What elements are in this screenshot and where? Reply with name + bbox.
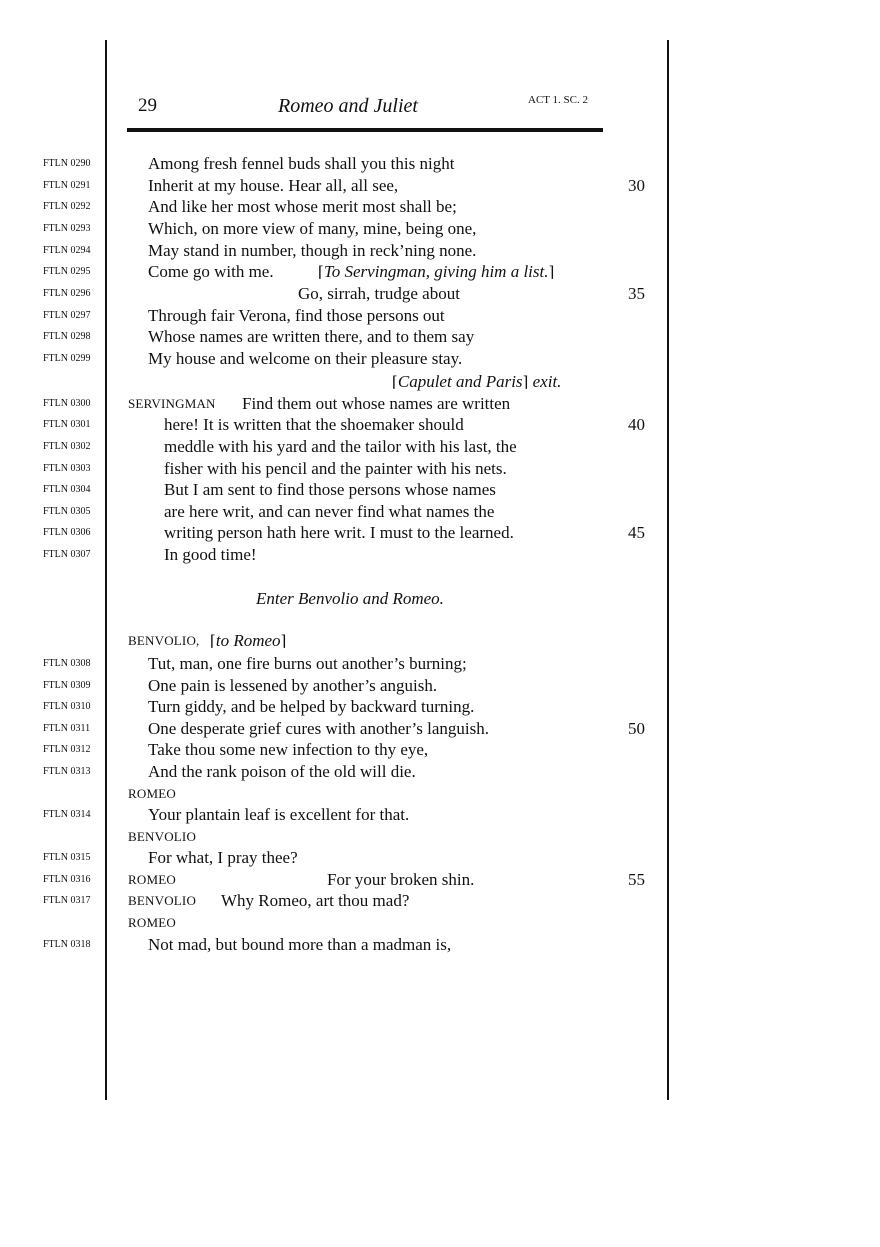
- line-number: 35: [628, 284, 645, 303]
- text-line: [0, 240, 880, 262]
- text-line: [0, 153, 880, 175]
- speaker-name: ROMEO: [128, 786, 176, 801]
- verse-text: Through fair Verona, find those persons out: [148, 306, 445, 325]
- verse-text: May stand in number, though in reck’ning none.: [148, 241, 477, 260]
- ftln-number: FTLN 0310: [43, 701, 91, 712]
- ftln-number: FTLN 0301: [43, 419, 91, 430]
- stage-direction: ⌈To Servingman, giving him a list.⌉: [318, 262, 555, 281]
- verse-text: Turn giddy, and be helped by backward turning.: [148, 697, 475, 716]
- text-line: [0, 501, 880, 523]
- stage-direction: ⌈Capulet and Paris⌉ exit.: [392, 372, 562, 391]
- verse-text: One desperate grief cures with another’s languish.: [148, 719, 489, 738]
- entrance-direction: [0, 588, 880, 610]
- ftln-number: FTLN 0316: [43, 874, 91, 885]
- verse-text: For what, I pray thee?: [148, 848, 298, 867]
- ftln-number: FTLN 0300: [43, 398, 91, 409]
- ftln-number: FTLN 0295: [43, 266, 91, 277]
- text-line: [0, 696, 880, 718]
- page-number: 29: [138, 95, 157, 116]
- ftln-number: FTLN 0290: [43, 158, 91, 169]
- text-line: [0, 283, 880, 305]
- speaker-name: SERVINGMAN: [128, 396, 216, 411]
- text-line: [0, 393, 880, 415]
- text-line: [0, 890, 880, 912]
- text-line: [0, 305, 880, 327]
- speaker-name: BENVOLIO: [128, 893, 197, 908]
- verse-text: My house and welcome on their pleasure stay.: [148, 349, 463, 368]
- verse-text: Your plantain leaf is excellent for that.: [148, 805, 410, 824]
- text-line: [0, 458, 880, 480]
- ftln-number: FTLN 0297: [43, 310, 91, 321]
- ftln-number: FTLN 0291: [43, 180, 91, 191]
- speaker-name: BENVOLIO,: [128, 633, 200, 648]
- ftln-number: FTLN 0294: [43, 245, 91, 256]
- stage-direction: Enter Benvolio and Romeo.: [256, 589, 444, 608]
- prose-text: In good time!: [164, 545, 257, 564]
- text-line: [0, 804, 880, 826]
- text-line: [0, 414, 880, 436]
- verse-text: Why Romeo, art thou mad?: [221, 891, 410, 910]
- exit-direction: [0, 371, 880, 393]
- ftln-number: FTLN 0318: [43, 939, 91, 950]
- prose-text: are here writ, and can never find what names the: [164, 502, 495, 521]
- prose-text: writing person hath here writ. I must to the learned.: [164, 523, 514, 542]
- ftln-number: FTLN 0311: [43, 723, 91, 734]
- page-title: Romeo and Juliet: [278, 95, 418, 117]
- verse-text: Inherit at my house. Hear all, all see,: [148, 176, 399, 195]
- verse-text: Go, sirrah, trudge about: [298, 284, 460, 303]
- text-line: [0, 261, 880, 283]
- line-number: 45: [628, 523, 645, 542]
- ftln-number: FTLN 0317: [43, 895, 91, 906]
- text-line: [0, 479, 880, 501]
- ftln-number: FTLN 0299: [43, 353, 91, 364]
- verse-text: Tut, man, one fire burns out another’s burning;: [148, 654, 467, 673]
- ftln-number: FTLN 0304: [43, 484, 91, 495]
- verse-text: Come go with me.: [148, 262, 274, 281]
- text-line: [0, 675, 880, 697]
- act-scene-label: ACT 1. SC. 2: [528, 94, 589, 106]
- ftln-number: FTLN 0312: [43, 744, 91, 755]
- text-line: [0, 934, 880, 956]
- stage-direction: ⌈to Romeo⌉: [210, 631, 287, 650]
- text-line: [0, 326, 880, 348]
- ftln-number: FTLN 0298: [43, 331, 91, 342]
- ftln-number: FTLN 0306: [43, 527, 91, 538]
- prose-text: Find them out whose names are written: [242, 394, 511, 413]
- ftln-number: FTLN 0305: [43, 506, 91, 517]
- ftln-number: FTLN 0293: [43, 223, 91, 234]
- line-number: 30: [628, 176, 645, 195]
- verse-text: One pain is lessened by another’s anguish.: [148, 676, 438, 695]
- speaker-name: ROMEO: [128, 915, 176, 930]
- line-number: 50: [628, 719, 645, 738]
- text-line: [0, 522, 880, 544]
- text-line: [0, 348, 880, 370]
- ftln-number: FTLN 0313: [43, 766, 91, 777]
- prose-text: meddle with his yard and the tailor with his last, the: [164, 437, 517, 456]
- ftln-number: FTLN 0292: [43, 201, 91, 212]
- text-line: [0, 739, 880, 761]
- header-rule: [127, 128, 603, 132]
- text-line: [0, 869, 880, 891]
- text-line: [0, 544, 880, 566]
- verse-text: For your broken shin.: [327, 870, 475, 889]
- verse-text: Which, on more view of many, mine, being one,: [148, 219, 477, 238]
- verse-text: And like her most whose merit most shall be;: [148, 197, 457, 216]
- text-line: [0, 436, 880, 458]
- verse-text: Among fresh fennel buds shall you this night: [148, 154, 455, 173]
- verse-text: Whose names are written there, and to them say: [148, 327, 475, 346]
- speaker-name: ROMEO: [128, 872, 176, 887]
- verse-text: Take thou some new infection to thy eye,: [148, 740, 429, 759]
- ftln-number: FTLN 0296: [43, 288, 91, 299]
- text-line: [0, 847, 880, 869]
- text-line: [0, 218, 880, 240]
- ftln-number: FTLN 0307: [43, 549, 91, 560]
- ftln-number: FTLN 0302: [43, 441, 91, 452]
- ftln-number: FTLN 0303: [43, 463, 91, 474]
- verse-text: And the rank poison of the old will die.: [148, 762, 416, 781]
- speaker-line: [0, 826, 880, 848]
- text-line: [0, 653, 880, 675]
- ftln-number: FTLN 0315: [43, 852, 91, 863]
- text-line: [0, 718, 880, 740]
- speaker-line: [0, 783, 880, 805]
- ftln-number: FTLN 0308: [43, 658, 91, 669]
- ftln-number: FTLN 0309: [43, 680, 91, 691]
- prose-text: here! It is written that the shoemaker should: [164, 415, 464, 434]
- speaker-name: BENVOLIO: [128, 829, 197, 844]
- speaker-line: [0, 630, 880, 652]
- text-line: [0, 175, 880, 197]
- speaker-line: [0, 912, 880, 934]
- text-line: [0, 196, 880, 218]
- verse-text: Not mad, but bound more than a madman is,: [148, 935, 452, 954]
- line-number: 40: [628, 415, 645, 434]
- text-line: [0, 761, 880, 783]
- ftln-number: FTLN 0314: [43, 809, 91, 820]
- line-number: 55: [628, 870, 645, 889]
- prose-text: But I am sent to find those persons whose names: [164, 480, 496, 499]
- prose-text: fisher with his pencil and the painter with his nets.: [164, 459, 507, 478]
